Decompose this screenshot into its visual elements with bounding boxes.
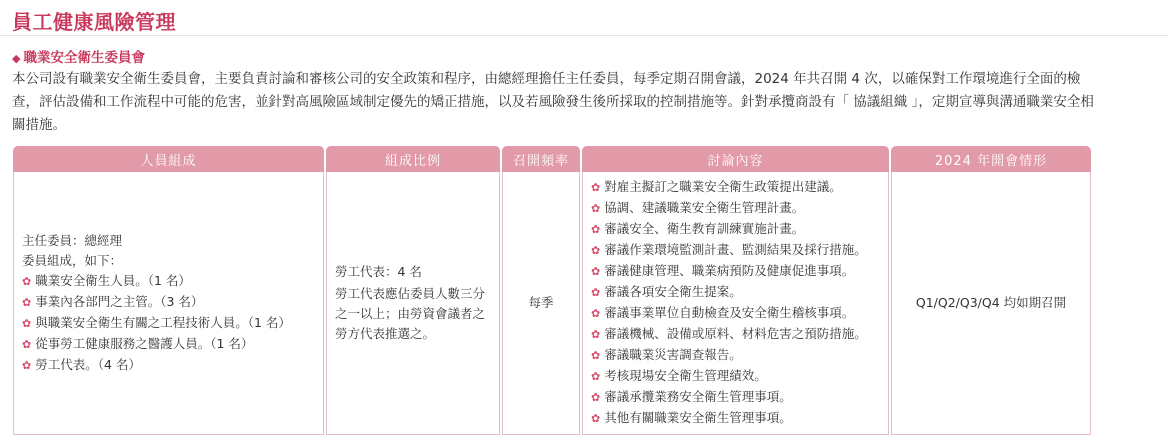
list-item-text: 審議機械、設備或原料、材料危害之預防措施。: [604, 326, 867, 341]
header-members: 人員組成: [13, 146, 324, 172]
list-item: [591, 219, 880, 240]
leaf-bullet-icon: ✿: [22, 295, 32, 309]
ratio-cell: [326, 172, 500, 435]
discussion-list: [591, 177, 880, 429]
ratio-line-2: 勞工代表應佔委員人數三分之一以上；由勞資會議者之勞方代表推選之。: [335, 286, 486, 341]
page-title: 員工健康風險管理: [12, 10, 176, 34]
list-item: [591, 303, 880, 324]
header-meetings: 2024 年開會情形: [891, 146, 1091, 172]
list-item: [591, 198, 880, 219]
leaf-bullet-icon: ✿: [591, 181, 601, 194]
table-row: [13, 172, 1091, 435]
list-item: [22, 313, 315, 334]
table-header-row: [13, 146, 1091, 172]
leaf-bullet-icon: ✿: [591, 370, 601, 383]
list-item-text: 審議健康管理、職業病預防及健康促進事項。: [604, 263, 855, 278]
title-divider: [0, 35, 1168, 36]
frequency-cell: 每季: [502, 172, 580, 435]
list-item-text: 對雇主擬訂之職業安全衛生政策提出建議。: [604, 179, 842, 194]
diamond-icon: ◆: [12, 52, 21, 65]
leaf-bullet-icon: ✿: [22, 316, 32, 330]
leaf-bullet-icon: ✿: [591, 223, 601, 236]
list-item: [22, 271, 315, 292]
leaf-bullet-icon: ✿: [591, 202, 601, 215]
list-item: [22, 292, 315, 313]
list-item: [591, 261, 880, 282]
meetings-cell: Q1/Q2/Q3/Q4 均如期召開: [891, 172, 1091, 435]
list-item-text: 審議各項安全衛生提案。: [604, 284, 742, 299]
list-item-text: 職業安全衛生人員。（1 名）: [35, 272, 191, 288]
header-discussion: 討論內容: [582, 146, 889, 172]
header-frequency: 召開頻率: [502, 146, 580, 172]
list-item: [591, 366, 880, 387]
leaf-bullet-icon: ✿: [22, 358, 32, 372]
leaf-bullet-icon: ✿: [591, 412, 601, 425]
list-item: [22, 334, 315, 355]
list-item-text: 事業內各部門之主管。（3 名）: [35, 293, 204, 309]
list-item-text: 勞工代表。（4 名）: [35, 356, 141, 372]
members-intro: 委員組成，如下：: [22, 252, 123, 268]
members-list: [22, 271, 315, 376]
list-item: [591, 324, 880, 345]
leaf-bullet-icon: ✿: [591, 286, 601, 299]
list-item-text: 從事勞工健康服務之醫護人員。（1 名）: [35, 335, 254, 351]
header-ratio: 組成比例: [326, 146, 500, 172]
section-heading: [12, 46, 145, 66]
section-heading-text: 職業安全衛生委員會: [23, 50, 145, 66]
list-item-text: 審議承攬業務安全衛生管理事項。: [604, 389, 792, 404]
list-item-text: 審議事業單位自動檢查及安全衛生稽核事項。: [604, 305, 855, 320]
list-item: [591, 345, 880, 366]
leaf-bullet-icon: ✿: [591, 265, 601, 278]
list-item-text: 協調、建議職業安全衛生管理計畫。: [604, 200, 805, 215]
list-item-text: 考核現場安全衛生管理績效。: [604, 368, 767, 383]
list-item: [591, 282, 880, 303]
list-item: [591, 408, 880, 429]
committee-table: [11, 146, 1093, 435]
leaf-bullet-icon: ✿: [591, 349, 601, 362]
leaf-bullet-icon: ✿: [591, 244, 601, 257]
list-item-text: 審議職業災害調查報告。: [604, 347, 742, 362]
members-cell: [13, 172, 324, 435]
leaf-bullet-icon: ✿: [22, 274, 32, 288]
list-item-text: 審議安全、衛生教育訓練實施計畫。: [604, 221, 805, 236]
list-item: [591, 387, 880, 408]
list-item-text: 其他有關職業安全衛生管理事項。: [604, 410, 792, 425]
list-item-text: 審議作業環境監測計畫、監測結果及採行措施。: [604, 242, 867, 257]
list-item: [22, 355, 315, 376]
discussion-cell: [582, 172, 889, 435]
chair-text: 主任委員：總經理: [22, 232, 123, 248]
leaf-bullet-icon: ✿: [591, 328, 601, 341]
section-intro: 本公司設有職業安全衛生委員會，主要負責討論和審核公司的安全政策和程序，由總經理擔任主任委員，每季定期召開會議，2024 年共召開 4 次，以確保對工作環境進行全面的檢查，評估設備和工作流程中可能的危害，並針對高風險區域制定優先的矯正措施，以及若風險發生後所採取的控制措施等。針對承攬商設有「 協議組織 」，定期宣導與溝通職業安全相關措施。: [12, 71, 1094, 133]
list-item: [591, 177, 880, 198]
list-item-text: 與職業安全衛生有關之工程技術人員。（1 名）: [35, 314, 291, 330]
leaf-bullet-icon: ✿: [22, 337, 32, 351]
ratio-line-1: 勞工代表：4 名: [335, 264, 422, 279]
leaf-bullet-icon: ✿: [591, 391, 601, 404]
list-item: [591, 240, 880, 261]
leaf-bullet-icon: ✿: [591, 307, 601, 320]
